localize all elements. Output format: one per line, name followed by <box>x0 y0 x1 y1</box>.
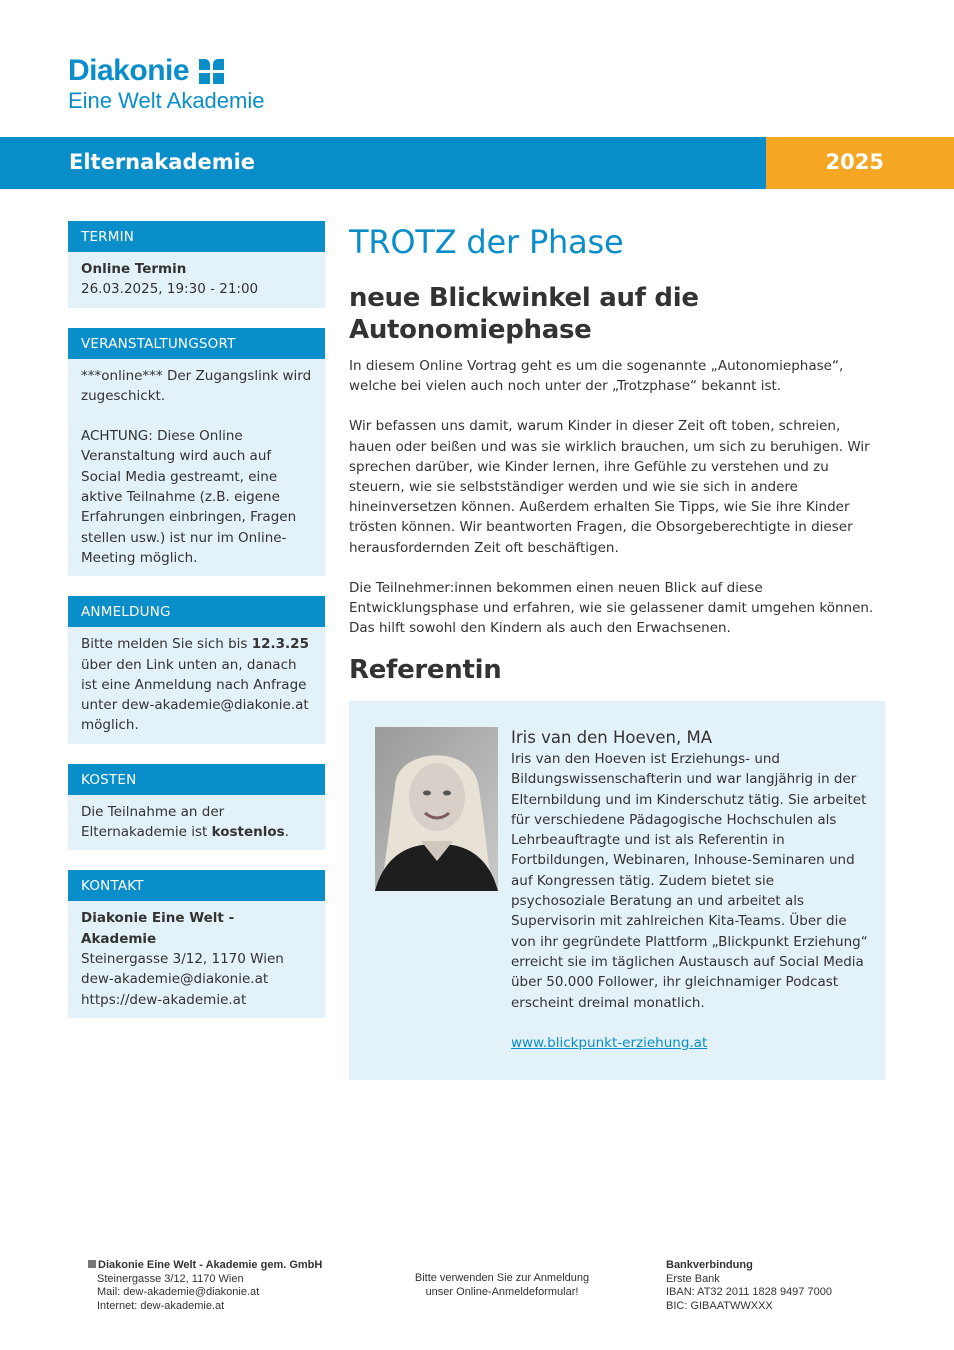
sidebar <box>68 221 325 1038</box>
kontakt-name: Diakonie Eine Welt - Akademie <box>81 910 235 947</box>
page-title: TROTZ der Phase <box>349 223 624 261</box>
description-paragraph: Wir befassen uns damit, warum Kinder in dieser Zeit oft toben, schreien, hauen oder beißen und was sie wirklich brauchen, um sich zu beruhigen. Wir sprechen darüber, wie Kinder lernen, ihre Gefühle zu verstehen und zu steuern, wie sie selbstständiger werden und wie sie sich in andere hineinversetzen können. Außerdem erhalten Sie Tipps, wie Sie ihre Kinder trösten können. Wir beantworten Fragen, die Obsorgeberechtigte in dieser herausfordernden Zeit oft beschäftigen. <box>349 418 870 556</box>
outcome-paragraph: Die Teilnehmer:innen bekommen einen neuen Blick auf diese Entwicklungsphase und erfahren, wie sie gelassener damit umgehen können. Das hilft sowohl den Kindern als auch den Erwachsenen. <box>349 579 874 637</box>
ort-box <box>68 328 325 577</box>
termin-box <box>68 221 325 308</box>
anmeldung-box <box>68 596 325 743</box>
termin-type: Online Termin <box>81 261 187 277</box>
main-content <box>349 222 885 658</box>
footer-bank <box>666 1259 832 1313</box>
footer-mail[interactable]: Mail: dew-akademie@diakonie.at <box>97 1286 260 1298</box>
termin-date: 26.03.2025, 19:30 - 21:00 <box>81 281 259 298</box>
termin-heading: TERMIN <box>68 221 325 252</box>
diakonie-cross-icon <box>199 59 224 84</box>
anmeldung-deadline: 12.3.25 <box>251 636 309 653</box>
footer-bank-name: Erste Bank <box>666 1272 720 1285</box>
footer-internet[interactable]: Internet: dew-akademie.at <box>97 1299 225 1312</box>
ort-warning: ACHTUNG: Diese Online Veranstaltung wird auch auf Social Media gestreamt, eine aktive Teilnahme (z.B. eigene Erfahrungen einbringen, Fragen stellen usw.) ist nur im Online-Meeting möglich. <box>81 428 297 566</box>
footer-bank-heading: Bankverbindung <box>666 1259 753 1271</box>
kosten-value: kostenlos <box>211 824 285 841</box>
footer-iban: IBAN: AT32 2011 1828 9497 7000 <box>666 1286 832 1298</box>
logo-subtitle: Eine Welt Akademie <box>68 88 265 113</box>
kontakt-address: Steinergasse 3/12, 1170 Wien <box>81 950 284 967</box>
speaker-portrait-photo <box>375 727 498 891</box>
ort-heading: VERANSTALTUNGSORT <box>68 328 325 359</box>
page-subtitle: neue Blickwinkel auf die Autonomiephase <box>349 283 699 345</box>
speaker-bio: Iris van den Hoeven ist Erziehungs- und Bildungswissenschafterin und war langjährig in der Elternbildung und im Kinderschutz tätig. Sie arbeitet für verschiedene Pädagogische Hochschulen als Lehrbeauftragte und ist als Referentin in Fortbildungen, Webinaren, Inhouse-Seminaren und auf Kongressen tätig. Zudem bietet sie psychosoziale Beratung an und arbeitet als Supervisorin mit zahlreichen Kita-Teams. Über die von ihr gegründete Plattform „Blickpunkt Erziehung“ erreicht sie im täglichen Austausch auf Social Media über 50.000 Follower, ihr gleichnamiger Podcast erscheint dreimal monatlich. <box>511 751 868 1011</box>
kontakt-box <box>68 870 325 1017</box>
ort-text: ***online*** Der Zugangslink wird zugeschickt. <box>81 367 312 404</box>
kontakt-web[interactable]: https://dew-akademie.at <box>81 991 247 1008</box>
speaker-name: Iris van den Hoeven, MA <box>511 728 713 747</box>
footer-address: Steinergasse 3/12, 1170 Wien <box>97 1272 244 1285</box>
referentin-heading: Referentin <box>349 655 502 685</box>
logo <box>68 56 264 113</box>
kosten-heading: KOSTEN <box>68 764 325 795</box>
square-bullet-icon <box>88 1260 96 1268</box>
banner-title: Elternakademie <box>69 150 256 174</box>
kontakt-heading: KONTAKT <box>68 870 325 901</box>
intro-paragraph: In diesem Online Vortrag geht es um die sogenannte „Autonomiephase“, welche bei vielen auch noch unter der „Trotzphase“ bekannt ist. <box>349 358 844 395</box>
footer-org-name: Diakonie Eine Welt - Akademie gem. GmbH <box>98 1259 323 1271</box>
speaker-website-link[interactable]: www.blickpunkt-erziehung.at <box>511 1034 708 1051</box>
kosten-box <box>68 764 325 851</box>
anmeldung-heading: ANMELDUNG <box>68 596 325 627</box>
header-banner <box>0 137 954 189</box>
footer-bic: BIC: GIBAATWWXXX <box>666 1299 773 1312</box>
banner-year: 2025 <box>825 150 884 174</box>
footer-note: Bitte verwenden Sie zur Anmeldung unser Online-Anmeldeformular! <box>414 1272 590 1298</box>
footer-organization <box>88 1259 322 1313</box>
referentin-box <box>349 701 885 1080</box>
logo-brand: Diakonie <box>68 54 190 87</box>
kosten-text: Die Teilnahme an der Elternakademie ist kostenlos. <box>81 803 290 841</box>
anmeldung-text: Bitte melden Sie sich bis 12.3.25 über den Link unten an, danach ist eine Anmeldung nach Anfrage unter dew-akademie@diakonie.at möglich. <box>81 636 309 734</box>
kontakt-email[interactable]: dew-akademie@diakonie.at <box>81 971 269 988</box>
